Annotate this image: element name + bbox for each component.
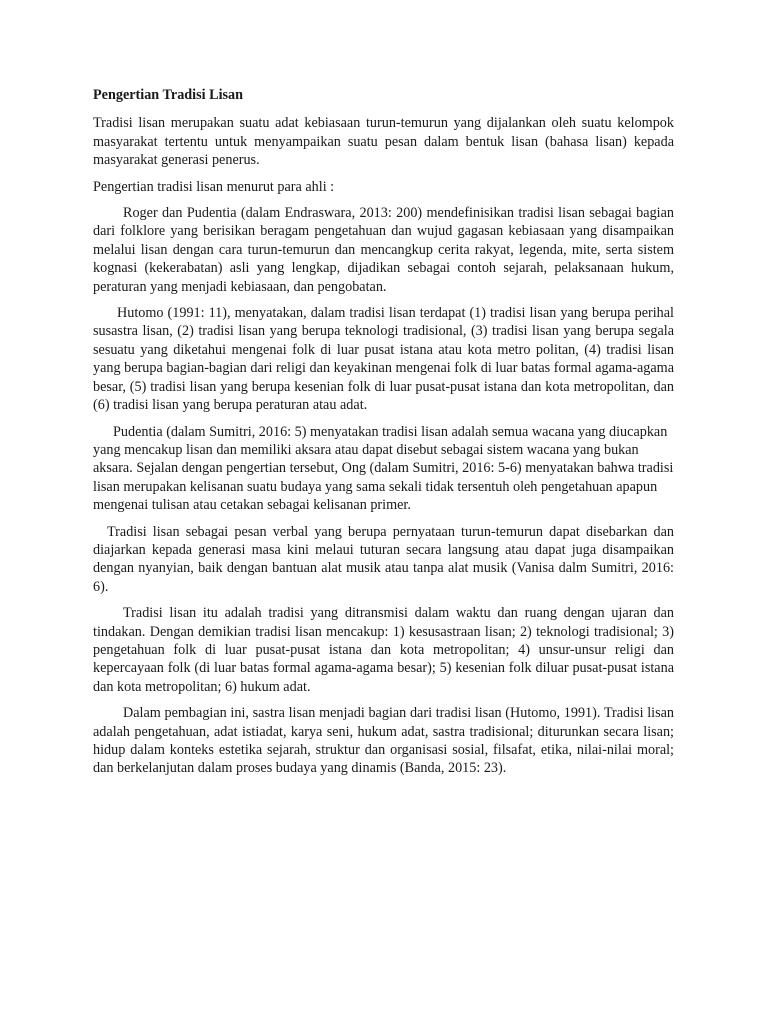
paragraph-transmission: Tradisi lisan itu adalah tradisi yang ditransmisi dalam waktu dan ruang dengan ujaran dan tindakan. Dengan demikian tradisi lisan mencakup: 1) kesusastraan lisan; 2) teknologi tradisional; 3) pengetahuan folk di luar pusat-pusat istana dan kota metropolitan; 4) unsur-unsur religi dan kepercayaan folk (di luar batas formal agama-agama besar); 5) kesenian folk diluar pusat-pusat istana dan kota metropolitan; 6) hukum adat.: [93, 605, 674, 695]
paragraph-verbal-message: Tradisi lisan sebagai pesan verbal yang berupa pernyataan turun-temurun dapat disebarkan dan diajarkan kepada generasi masa kini melaui tuturan secara langsung atau dapat juga disampaikan dengan nyanyian, baik dengan bantuan alat musik atau tanpa alat musik (Vanisa dalm Sumitri, 2016: 6).: [93, 523, 674, 595]
paragraph-division: Dalam pembagian ini, sastra lisan menjadi bagian dari tradisi lisan (Hutomo, 1991). Tradisi lisan adalah pengetahuan, adat istiadat, karya seni, hukum adat, sastra tradisional; diturunkan secara lisan; hidup dalam konteks estetika sejarah, struktur dan organisasi sosial, filsafat, etika, nilai-nilai moral; dan berkelanjutan dalam proses budaya yang dinamis (Banda, 2015: 23).: [93, 705, 674, 777]
paragraph-roger-pudentia: Roger dan Pudentia (dalam Endraswara, 2013: 200) mendefinisikan tradisi lisan sebagai bagian dari folklore yang berisikan beragam pengetahuan dan wujud gagasan kebiasaan yang disampaikan melalui lisan dengan cara turun-temurun dan mencangkup cerita rakyat, legenda, mite, serta sistem kognasi (kekerabatan) asli yang lengkap, dijadikan sebagai contoh sejarah, pelaksanaan hukum, peraturan yang menjadi kebiasaan, dan pengobatan.: [93, 205, 674, 295]
paragraph-experts-intro: Pengertian tradisi lisan menurut para ahli :: [93, 178, 335, 195]
document-title: Pengertian Tradisi Lisan: [93, 87, 244, 103]
paragraph-hutomo: Hutomo (1991: 11), menyatakan, dalam tradisi lisan terdapat (1) tradisi lisan yang berupa perihal susastra lisan, (2) tradisi lisan yang berupa teknologi tradisional, (3) tradisi lisan yang berupa segala sesuatu yang diketahui mengenai folk di luar pusat istana atau kota metro politan, (4) tradisi lisan yang berupa bagian-bagian dari religi dan keyakinan mengenai folk di luar batas formal agama-agama besar, (5) tradisi lisan yang berupa kesenian folk di luar pusat-pusat istana dan kota metropolitan, dan (6) tradisi lisan yang berupa peraturan atau adat.: [93, 305, 674, 414]
paragraph-pudentia-ong: Pudentia (dalam Sumitri, 2016: 5) menyatakan tradisi lisan adalah semua wacana yang diucapkan yang mencakup lisan dan memiliki aksara atau dapat disebut sebagai sistem wacana yang bukan aksara. Sejalan dengan pengertian tersebut, Ong (dalam Sumitri, 2016: 5-6) menyatakan bahwa tradisi lisan merupakan kelisanan suatu budaya yang sama sekali tidak tersentuh oleh pengetahuan apapun mengenai tulisan atau cetakan sebagai kelisanan primer.: [93, 423, 674, 514]
document-body: [93, 86, 674, 786]
paragraph-definition: Tradisi lisan merupakan suatu adat kebiasaan turun-temurun yang dijalankan oleh suatu kelompok masyarakat tertentu untuk menyampaikan suatu pesan dalam bentuk lisan (bahasa lisan) kepada masyarakat generasi penerus.: [93, 115, 674, 169]
